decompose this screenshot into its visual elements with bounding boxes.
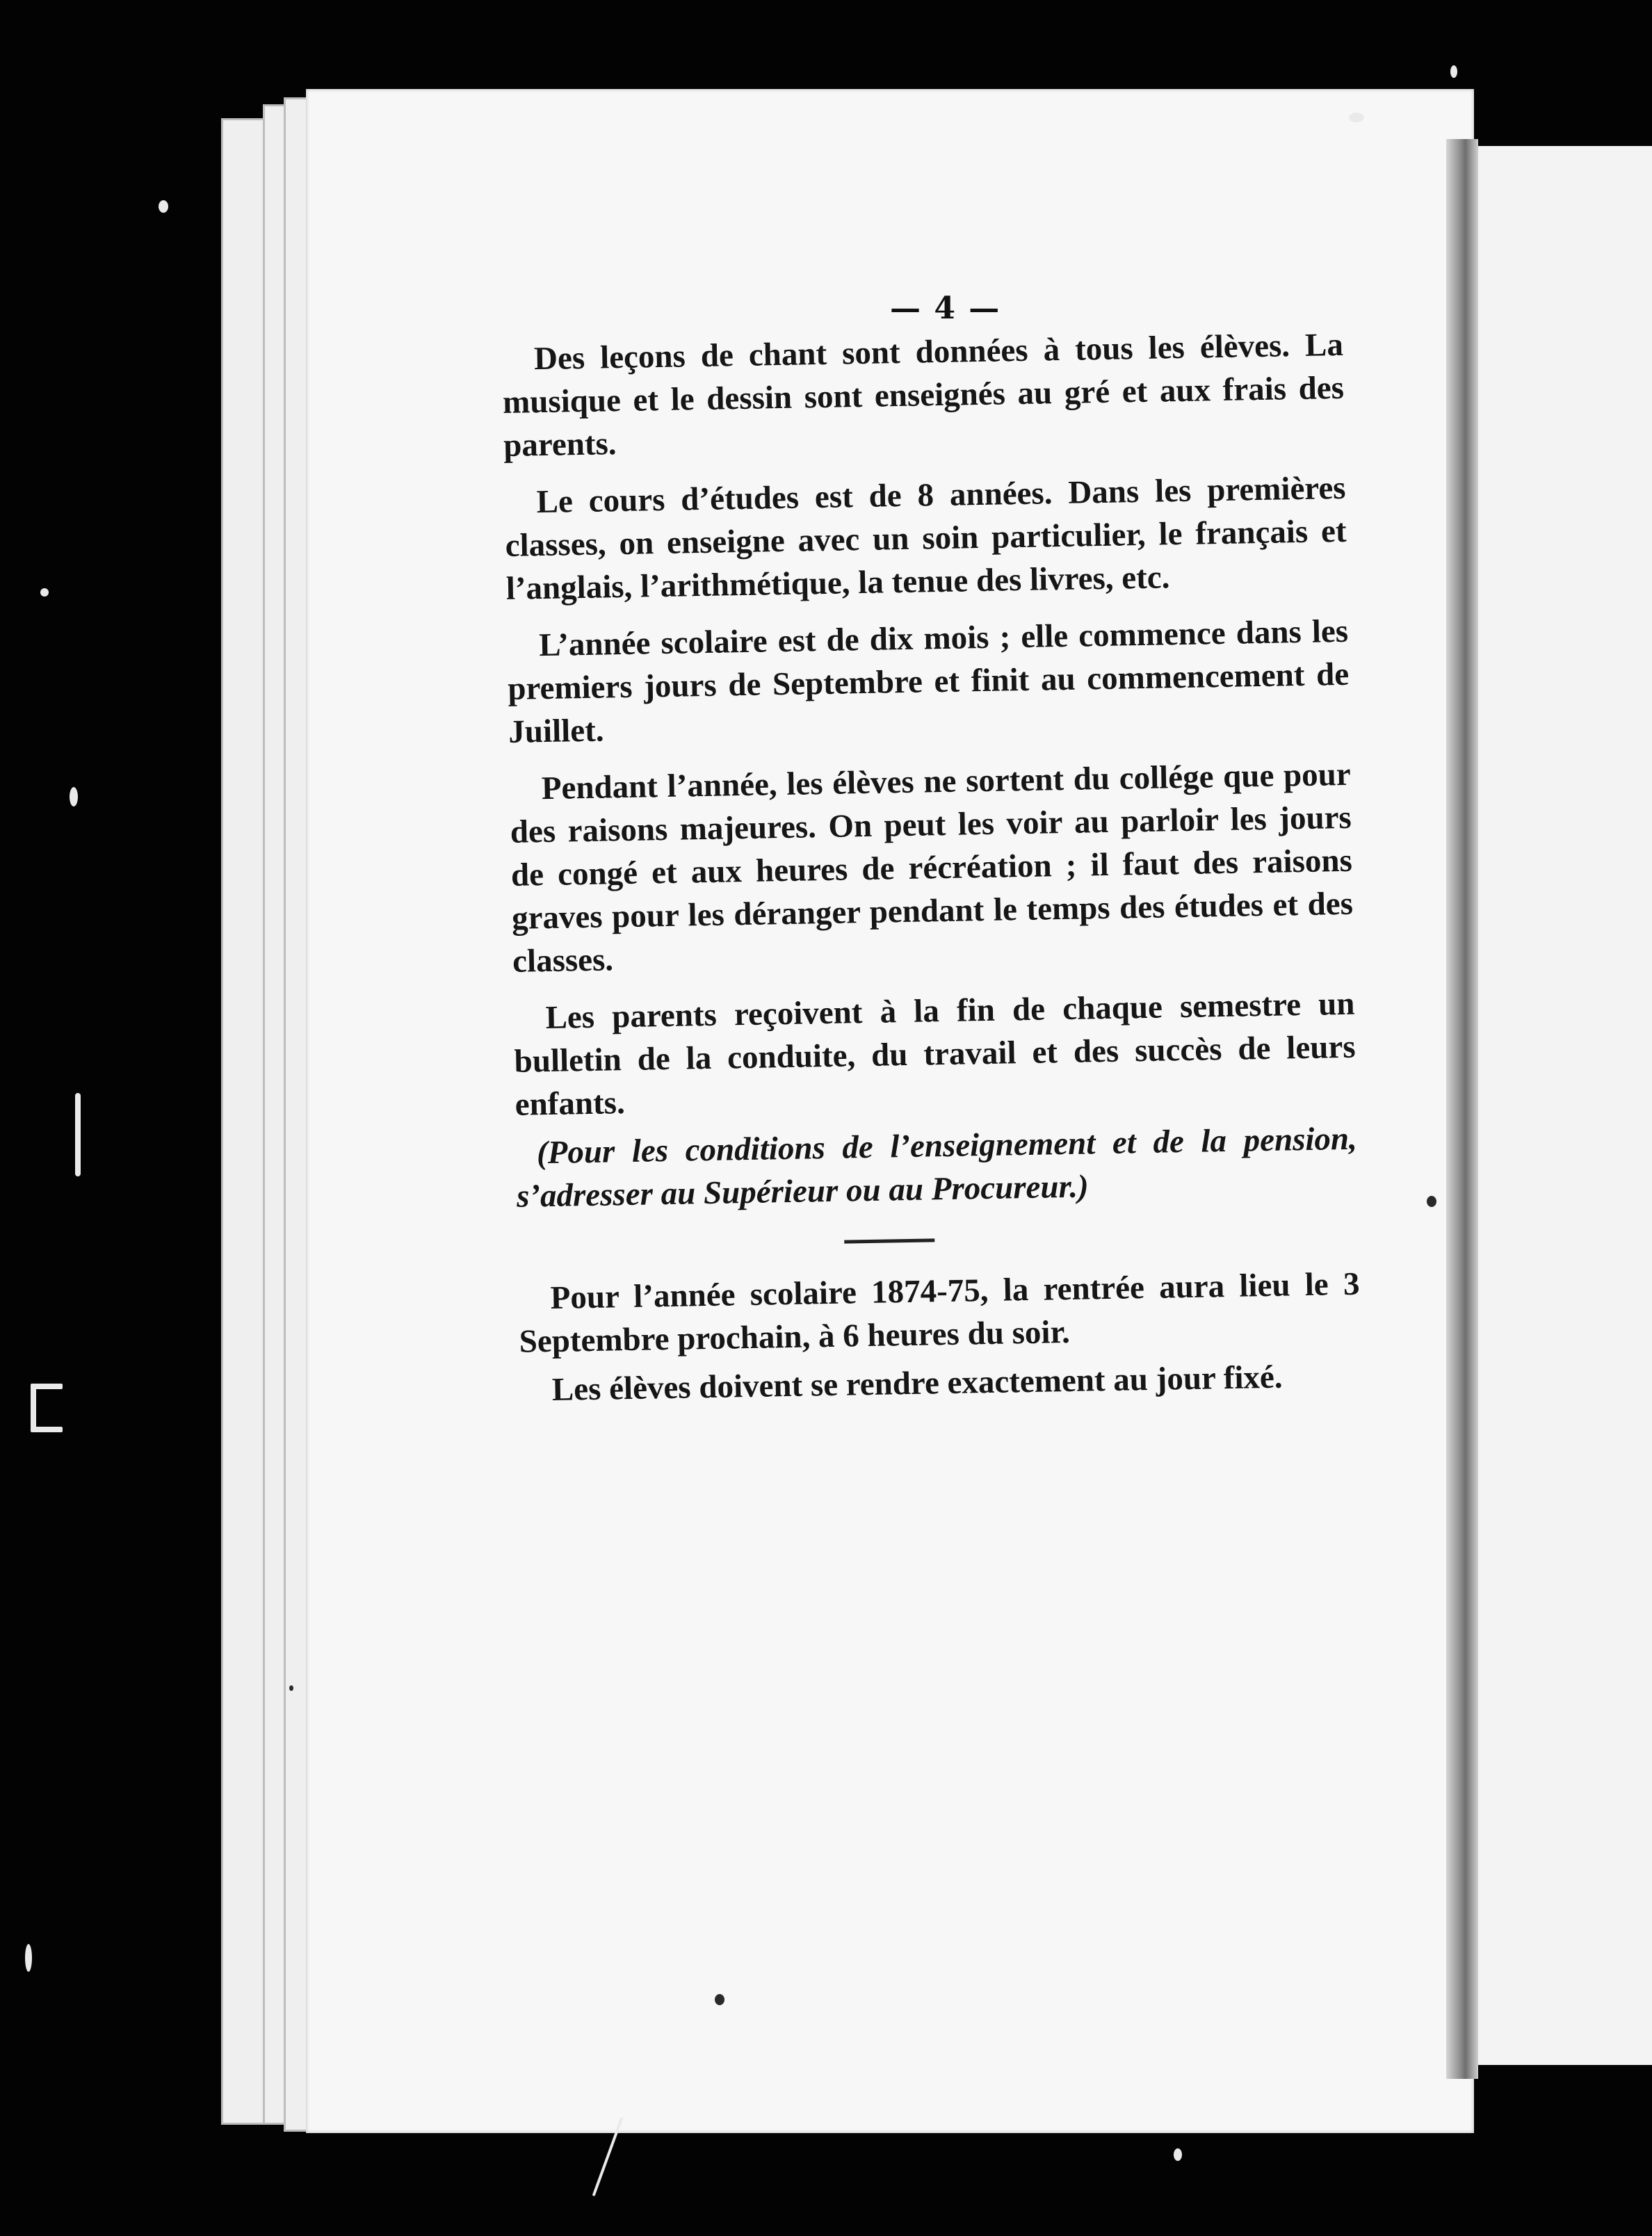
scan-speck: [25, 1944, 32, 1972]
paragraph: Pendant l’année, les élèves ne sortent du collége que pour des raisons majeures. On peut les voir au parloir les jours de congé et aux heures de récréation ; il faut des raisons graves pour les déranger pendant le temps des études et des classes.: [510, 756, 1354, 980]
note-paragraph: (Pour les conditions de l’enseignement et de la pension, s’adresser au Supérieur ou au Procureur.): [516, 1120, 1358, 1215]
page-speck: [715, 1994, 724, 2005]
book-gutter: [1446, 139, 1478, 2079]
scan-speck: [40, 588, 49, 597]
paragraph: Les élèves doivent se rendre exactement au jour fixé.: [551, 1359, 1283, 1408]
scan-speck: [1450, 65, 1457, 78]
scan-speck: [31, 1427, 63, 1432]
scan-speck: [159, 200, 168, 213]
scan-speck: [35, 1384, 63, 1389]
facing-page: [1478, 146, 1652, 2065]
scan-speck: [31, 1384, 36, 1431]
paragraph: Les parents reçoivent à la fin de chaque semestre un bulletin de la conduite, du travail et des succès de leurs enfants.: [514, 985, 1356, 1123]
scan-speck: [1349, 113, 1364, 122]
page-speck: [289, 1685, 293, 1691]
paragraph: Des leçons de chant sont données à tous les élèves. La musique et le dessin sont enseignés au gré et aux frais des parents.: [502, 326, 1345, 464]
scan-speck: [70, 787, 78, 807]
page-speck: [1427, 1196, 1436, 1207]
body-text: [501, 264, 1362, 1426]
paragraph: L’année scolaire est de dix mois ; elle commence dans les premiers jours de Septembre et finit au commencement de Juillet.: [507, 613, 1350, 750]
paragraph: Le cours d’études est de 8 années. Dans les premières classes, on enseigne avec un soin particulier, le français et l’anglais, l’arithmétique, la tenue des livres, etc.: [505, 469, 1347, 607]
page-number: — 4 —: [890, 291, 1001, 326]
scan-speck: [75, 1093, 81, 1176]
separator-rule: [844, 1238, 934, 1243]
scan-speck: [1174, 2148, 1182, 2161]
paragraph: Pour l’année scolaire 1874-75, la rentrée aura lieu le 3 Septembre prochain, à 6 heures du soir.: [519, 1265, 1360, 1360]
